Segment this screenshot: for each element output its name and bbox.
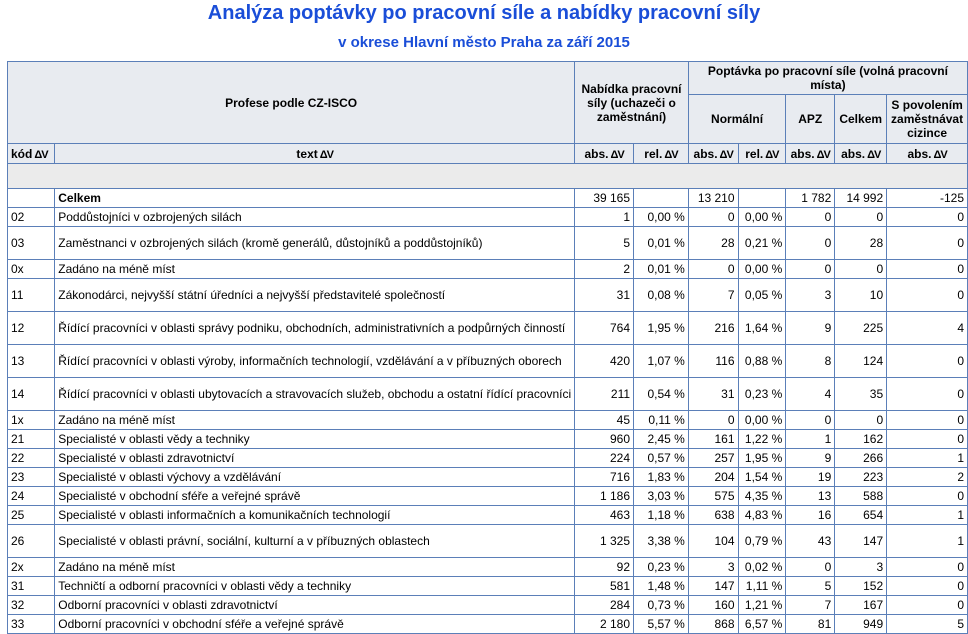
- table-row: [8, 378, 968, 411]
- cell-kod: 02: [8, 208, 55, 227]
- cell-text: Specialisté v oblasti právní, sociální, kulturní a v příbuzných oblastech: [55, 525, 575, 558]
- cell-celkem: 35: [835, 378, 887, 411]
- sort-icon[interactable]: ΔV: [34, 148, 48, 161]
- table-row: [8, 487, 968, 506]
- cell-nab-rel: 1,95 %: [634, 312, 689, 345]
- cell-kod: 21: [8, 430, 55, 449]
- cell-nab-abs: 284: [575, 596, 634, 615]
- cell-kod: 0x: [8, 260, 55, 279]
- cell-povoleni: 2: [887, 468, 968, 487]
- cell-apz: 0: [786, 227, 835, 260]
- header-nabidka: Nabídka pracovní síly (uchazeči o zaměstnání): [575, 62, 689, 144]
- header-apz: APZ: [786, 95, 835, 144]
- cell-kod: 26: [8, 525, 55, 558]
- cell-norm-abs: 575: [688, 487, 738, 506]
- cell-celkem: 3: [835, 558, 887, 577]
- table-row: [8, 558, 968, 577]
- cell-text: Specialisté v oblasti informačních a komunikačních technologií: [55, 506, 575, 525]
- cell-norm-rel: 6,57 %: [738, 615, 786, 634]
- cell-norm-abs: 147: [688, 577, 738, 596]
- sort-icon[interactable]: ΔV: [867, 148, 881, 161]
- cell-norm-rel: 1,54 %: [738, 468, 786, 487]
- cell-nab-rel: 3,38 %: [634, 525, 689, 558]
- cell-nab-rel: 0,57 %: [634, 449, 689, 468]
- data-table: [7, 61, 968, 634]
- cell-text: Specialisté v oblasti výchovy a vzdělávání: [55, 468, 575, 487]
- cell-apz: 0: [786, 208, 835, 227]
- cell-text: Zadáno na méně míst: [55, 260, 575, 279]
- cell-apz: 4: [786, 378, 835, 411]
- cell-nab-abs: 31: [575, 279, 634, 312]
- cell-nab-rel: 0,23 %: [634, 558, 689, 577]
- cell-norm-rel: 4,35 %: [738, 487, 786, 506]
- cell-celkem: 0: [835, 411, 887, 430]
- cell-kod: 23: [8, 468, 55, 487]
- cell-norm-abs: 0: [688, 260, 738, 279]
- sort-povoleni-abs[interactable]: [887, 144, 968, 164]
- cell-povoleni: 1: [887, 525, 968, 558]
- cell-nab-rel: 1,18 %: [634, 506, 689, 525]
- cell-norm-abs: 257: [688, 449, 738, 468]
- cell-norm-rel: 0,88 %: [738, 345, 786, 378]
- cell-nab-rel: 0,01 %: [634, 227, 689, 260]
- cell-apz: 8: [786, 345, 835, 378]
- cell-norm-abs: 216: [688, 312, 738, 345]
- page-title: Analýza poptávky po pracovní síle a nabídky pracovní síly: [207, 2, 761, 24]
- cell-kod: 25: [8, 506, 55, 525]
- cell-povoleni: 0: [887, 596, 968, 615]
- sort-icon[interactable]: ΔV: [319, 148, 334, 161]
- sort-icon[interactable]: ΔV: [933, 148, 947, 161]
- cell-text: Řídící pracovníci v oblasti správy podniku, obchodních, administrativních a podpůrných činností: [55, 312, 575, 345]
- rel-label: rel.: [745, 146, 764, 161]
- cell-norm-rel: 0,00 %: [738, 208, 786, 227]
- cell-kod: 31: [8, 577, 55, 596]
- sort-icon[interactable]: ΔV: [719, 148, 733, 161]
- total-kod: [8, 189, 55, 208]
- cell-celkem: 162: [835, 430, 887, 449]
- total-apz: 1 782: [786, 189, 835, 208]
- cell-kod: 03: [8, 227, 55, 260]
- cell-apz: 5: [786, 577, 835, 596]
- cell-nab-rel: 0,01 %: [634, 260, 689, 279]
- cell-norm-abs: 104: [688, 525, 738, 558]
- cell-apz: 43: [786, 525, 835, 558]
- abs-label: abs.: [790, 146, 815, 161]
- cell-kod: 13: [8, 345, 55, 378]
- cell-kod: 22: [8, 449, 55, 468]
- cell-nab-rel: 3,03 %: [634, 487, 689, 506]
- table-row: [8, 506, 968, 525]
- cell-kod: 24: [8, 487, 55, 506]
- cell-norm-rel: 0,79 %: [738, 525, 786, 558]
- abs-label: abs.: [841, 146, 866, 161]
- cell-apz: 0: [786, 411, 835, 430]
- total-celkem: 14 992: [835, 189, 887, 208]
- header-povoleni: S povolením zaměstnávat cizince: [887, 95, 968, 144]
- cell-nab-rel: 0,54 %: [634, 378, 689, 411]
- cell-text: Zákonodárci, nejvyšší státní úředníci a nejvyšší představitelé společností: [55, 279, 575, 312]
- cell-nab-abs: 1 186: [575, 487, 634, 506]
- cell-norm-abs: 3: [688, 558, 738, 577]
- cell-norm-rel: 1,21 %: [738, 596, 786, 615]
- cell-kod: 11: [8, 279, 55, 312]
- sort-nab-abs[interactable]: [575, 144, 634, 164]
- rel-label: rel.: [644, 146, 663, 161]
- abs-label: abs.: [693, 146, 718, 161]
- total-row: [8, 189, 968, 208]
- cell-norm-abs: 7: [688, 279, 738, 312]
- cell-nab-rel: 0,00 %: [634, 208, 689, 227]
- cell-norm-abs: 160: [688, 596, 738, 615]
- cell-apz: 0: [786, 558, 835, 577]
- cell-norm-abs: 0: [688, 208, 738, 227]
- cell-apz: 13: [786, 487, 835, 506]
- cell-nab-abs: 2: [575, 260, 634, 279]
- sort-celkem-abs[interactable]: [835, 144, 887, 164]
- cell-norm-abs: 204: [688, 468, 738, 487]
- cell-text: Zadáno na méně míst: [55, 558, 575, 577]
- cell-nab-rel: 5,57 %: [634, 615, 689, 634]
- cell-text: Specialisté v obchodní sféře a veřejné správě: [55, 487, 575, 506]
- cell-celkem: 147: [835, 525, 887, 558]
- cell-nab-abs: 960: [575, 430, 634, 449]
- table-row: [8, 468, 968, 487]
- cell-povoleni: 0: [887, 279, 968, 312]
- cell-apz: 19: [786, 468, 835, 487]
- cell-nab-rel: 0,08 %: [634, 279, 689, 312]
- cell-text: Zaměstnanci v ozbrojených silách (kromě generálů, důstojníků a poddůstojníků): [55, 227, 575, 260]
- cell-nab-abs: 716: [575, 468, 634, 487]
- sort-norm-abs[interactable]: [688, 144, 738, 164]
- table-row: [8, 615, 968, 634]
- cell-apz: 9: [786, 449, 835, 468]
- cell-celkem: 266: [835, 449, 887, 468]
- total-nab-abs: 39 165: [575, 189, 634, 208]
- cell-text: Odborní pracovníci v oblasti zdravotnictví: [55, 596, 575, 615]
- cell-kod: 1x: [8, 411, 55, 430]
- cell-nab-rel: 2,45 %: [634, 430, 689, 449]
- sort-icon[interactable]: ΔV: [610, 148, 624, 161]
- cell-norm-rel: 0,23 %: [738, 378, 786, 411]
- table-row: [8, 345, 968, 378]
- cell-norm-rel: 0,00 %: [738, 411, 786, 430]
- text-label: text: [296, 146, 318, 161]
- cell-celkem: 0: [835, 260, 887, 279]
- cell-povoleni: 5: [887, 615, 968, 634]
- table-row: [8, 449, 968, 468]
- cell-nab-abs: 2 180: [575, 615, 634, 634]
- cell-celkem: 225: [835, 312, 887, 345]
- cell-nab-rel: 1,48 %: [634, 577, 689, 596]
- table-row: [8, 227, 968, 260]
- cell-text: Řídící pracovníci v oblasti výroby, informačních technologií, vzdělávání a v příbuzných oborech: [55, 345, 575, 378]
- cell-norm-abs: 116: [688, 345, 738, 378]
- cell-povoleni: 0: [887, 227, 968, 260]
- cell-norm-abs: 0: [688, 411, 738, 430]
- cell-kod: 33: [8, 615, 55, 634]
- cell-kod: 14: [8, 378, 55, 411]
- cell-text: Zadáno na méně míst: [55, 411, 575, 430]
- cell-povoleni: 0: [887, 345, 968, 378]
- cell-text: Odborní pracovníci v obchodní sféře a veřejné správě: [55, 615, 575, 634]
- cell-povoleni: 0: [887, 411, 968, 430]
- cell-povoleni: 0: [887, 558, 968, 577]
- table-row: [8, 279, 968, 312]
- cell-norm-abs: 31: [688, 378, 738, 411]
- cell-norm-rel: 1,11 %: [738, 577, 786, 596]
- cell-nab-abs: 5: [575, 227, 634, 260]
- table-row: [8, 411, 968, 430]
- cell-nab-abs: 1: [575, 208, 634, 227]
- total-norm-abs: 13 210: [688, 189, 738, 208]
- cell-kod: 2x: [8, 558, 55, 577]
- total-norm-rel: [738, 189, 786, 208]
- cell-celkem: 124: [835, 345, 887, 378]
- cell-text: Poddůstojníci v ozbrojených silách: [55, 208, 575, 227]
- cell-norm-rel: 1,64 %: [738, 312, 786, 345]
- page-subtitle: v okrese Hlavní město Praha za září 2015: [338, 34, 630, 51]
- header-normalni: Normální: [688, 95, 785, 144]
- cell-povoleni: 0: [887, 577, 968, 596]
- cell-norm-rel: 1,22 %: [738, 430, 786, 449]
- sort-icon[interactable]: ΔV: [816, 148, 830, 161]
- table-row: [8, 312, 968, 345]
- sort-kod[interactable]: [8, 144, 55, 164]
- cell-apz: 0: [786, 260, 835, 279]
- cell-apz: 1: [786, 430, 835, 449]
- cell-text: Řídící pracovníci v oblasti ubytovacích a stravovacích služeb, obchodu a ostatní řídící pracovníci: [55, 378, 575, 411]
- cell-norm-rel: 0,05 %: [738, 279, 786, 312]
- cell-nab-rel: 1,83 %: [634, 468, 689, 487]
- table-row: [8, 577, 968, 596]
- cell-nab-rel: 0,73 %: [634, 596, 689, 615]
- cell-kod: 32: [8, 596, 55, 615]
- sort-icon[interactable]: ΔV: [664, 148, 678, 161]
- cell-norm-rel: 4,83 %: [738, 506, 786, 525]
- cell-norm-abs: 868: [688, 615, 738, 634]
- cell-nab-abs: 224: [575, 449, 634, 468]
- cell-norm-rel: 0,21 %: [738, 227, 786, 260]
- sort-text[interactable]: [55, 144, 575, 164]
- cell-apz: 7: [786, 596, 835, 615]
- cell-celkem: 167: [835, 596, 887, 615]
- total-label: Celkem: [55, 189, 575, 208]
- cell-celkem: 0: [835, 208, 887, 227]
- abs-label: abs.: [907, 146, 932, 161]
- cell-celkem: 28: [835, 227, 887, 260]
- cell-povoleni: 0: [887, 487, 968, 506]
- cell-povoleni: 1: [887, 449, 968, 468]
- table-row: [8, 260, 968, 279]
- cell-kod: 12: [8, 312, 55, 345]
- cell-nab-abs: 1 325: [575, 525, 634, 558]
- cell-norm-rel: 0,02 %: [738, 558, 786, 577]
- table-row: [8, 430, 968, 449]
- cell-nab-rel: 0,11 %: [634, 411, 689, 430]
- cell-norm-abs: 28: [688, 227, 738, 260]
- cell-norm-rel: 1,95 %: [738, 449, 786, 468]
- cell-povoleni: 1: [887, 506, 968, 525]
- cell-nab-abs: 211: [575, 378, 634, 411]
- sort-nab-rel[interactable]: [634, 144, 689, 164]
- cell-celkem: 152: [835, 577, 887, 596]
- cell-nab-abs: 764: [575, 312, 634, 345]
- spacer-cell: [8, 164, 968, 189]
- cell-povoleni: 0: [887, 208, 968, 227]
- cell-apz: 9: [786, 312, 835, 345]
- cell-celkem: 654: [835, 506, 887, 525]
- cell-povoleni: 4: [887, 312, 968, 345]
- cell-nab-abs: 92: [575, 558, 634, 577]
- cell-nab-abs: 463: [575, 506, 634, 525]
- cell-celkem: 10: [835, 279, 887, 312]
- cell-norm-abs: 161: [688, 430, 738, 449]
- cell-celkem: 588: [835, 487, 887, 506]
- table-row: [8, 208, 968, 227]
- sort-norm-rel[interactable]: [738, 144, 786, 164]
- cell-nab-rel: 1,07 %: [634, 345, 689, 378]
- sort-apz-abs[interactable]: [786, 144, 835, 164]
- cell-norm-rel: 0,00 %: [738, 260, 786, 279]
- total-nab-rel: [634, 189, 689, 208]
- abs-label: abs.: [584, 146, 609, 161]
- cell-povoleni: 0: [887, 260, 968, 279]
- cell-nab-abs: 420: [575, 345, 634, 378]
- cell-norm-abs: 638: [688, 506, 738, 525]
- cell-apz: 81: [786, 615, 835, 634]
- table-row: [8, 596, 968, 615]
- cell-nab-abs: 45: [575, 411, 634, 430]
- spacer-row: [8, 164, 968, 189]
- cell-apz: 16: [786, 506, 835, 525]
- kod-label: kód: [11, 146, 33, 161]
- cell-povoleni: 0: [887, 378, 968, 411]
- cell-povoleni: 0: [887, 430, 968, 449]
- header-profese: Profese podle CZ-ISCO: [8, 62, 575, 144]
- cell-text: Specialisté v oblasti zdravotnictví: [55, 449, 575, 468]
- sort-icon[interactable]: ΔV: [765, 148, 779, 161]
- header-poptavka: Poptávka po pracovní síle (volná pracovní místa): [688, 62, 967, 95]
- table-row: [8, 525, 968, 558]
- cell-apz: 3: [786, 279, 835, 312]
- total-povoleni: -125: [887, 189, 968, 208]
- cell-celkem: 223: [835, 468, 887, 487]
- cell-celkem: 949: [835, 615, 887, 634]
- cell-text: Specialisté v oblasti vědy a techniky: [55, 430, 575, 449]
- cell-text: Techničtí a odborní pracovníci v oblasti vědy a techniky: [55, 577, 575, 596]
- header-celkem: Celkem: [835, 95, 887, 144]
- cell-nab-abs: 581: [575, 577, 634, 596]
